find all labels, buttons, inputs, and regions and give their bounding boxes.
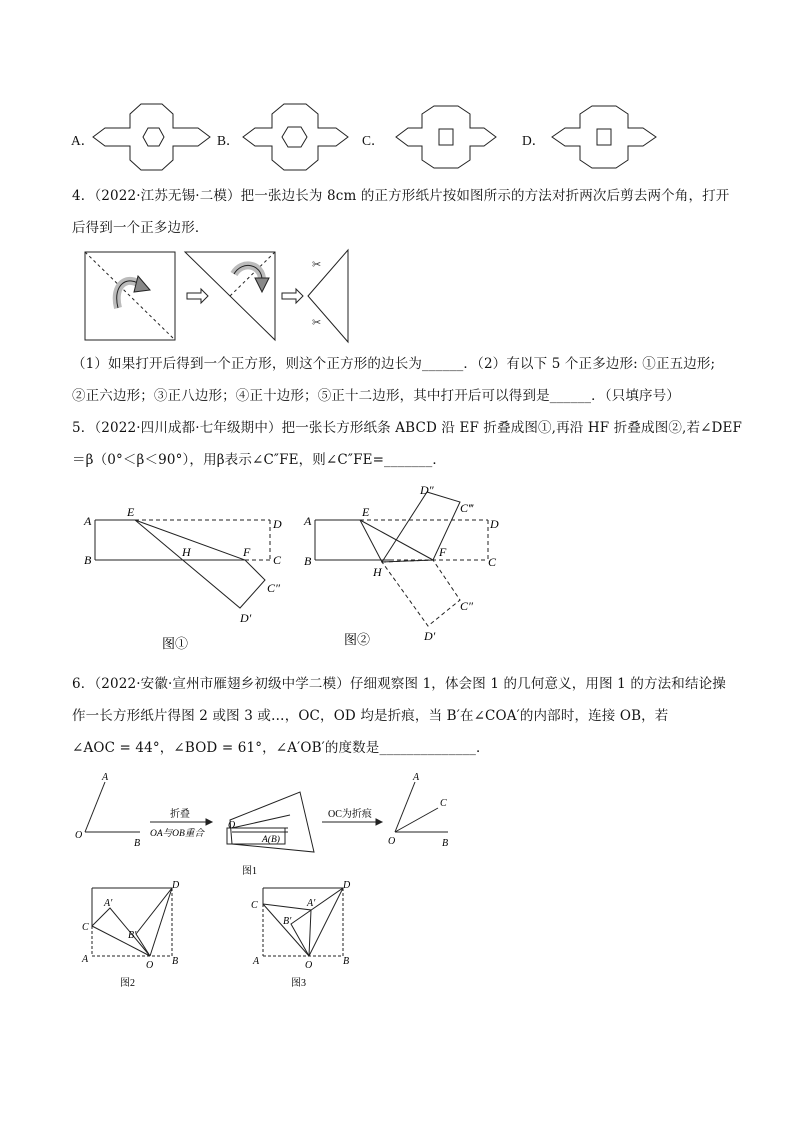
q4-line3: （1）如果打开后得到一个正方形，则这个正方形的边长为______．（2）有以下 5 个正多边形: ①正五边形; [72, 356, 716, 372]
q6-fig1-diagram [70, 770, 470, 880]
q6-fig1-C3: C [440, 798, 447, 809]
q5-fig2-Cppp: C‴ [460, 501, 474, 515]
q5-fig1-E: E [127, 505, 135, 519]
q6-fig3-A1: A′ [307, 898, 316, 909]
q4-right-arrow-2 [282, 289, 303, 303]
option-a-label: A． [71, 133, 95, 148]
q4-line1: 4．（2022·江苏无锡·二模）把一张边长为 8cm 的正方形纸片按如图所示的方法对折两次后剪去两个角，打开 [72, 188, 730, 204]
q6-fig2-O: O [146, 960, 154, 971]
q4-right-arrow-1 [187, 289, 208, 303]
q5-fig1-B: B [84, 553, 92, 567]
q6-fig2-caption: 图2 [120, 978, 135, 989]
q5-fig1-F: F [243, 545, 251, 559]
q5-fig2-F: F [439, 545, 447, 559]
option-b-hexagon [282, 127, 307, 147]
q6-fig3-D: D [343, 880, 351, 891]
q6-fig1-O3: O [388, 836, 396, 847]
q6-figure-2 [74, 876, 194, 992]
q6-fig2-diagram [74, 876, 194, 992]
option-shapes-figure [60, 96, 680, 176]
q5-fig1-H: H [182, 545, 191, 559]
q6-fig1-caption: 图1 [242, 866, 257, 877]
q5-fig1-diagram [80, 500, 300, 660]
q4-scissors-icon-top: ✂ [312, 259, 322, 271]
options-row [60, 96, 680, 176]
q4-folding-diagram [80, 246, 380, 346]
q5-fig2-Dpp: D″ [420, 483, 434, 497]
q6-fig2-B1: B′ [128, 930, 137, 941]
option-c-label: C． [362, 133, 385, 148]
option-c-net [396, 106, 496, 168]
q6-line1: 6．（2022·安徽·宣州市雁翅乡初级中学二模）仔细观察图 1，体会图 1 的几何意义，用图 1 的方法和结论操 [72, 676, 726, 692]
q5-fig2-C: C [488, 555, 497, 569]
q6-fig3-B: B [343, 956, 350, 967]
q6-fig1-B: B [134, 838, 141, 849]
q6-figure-1 [70, 770, 470, 880]
q4-figure [80, 246, 380, 346]
q6-fig1-step1-bottom: OA与OB重合 [150, 829, 204, 839]
q4-line2: 后得到一个正多边形． [72, 220, 209, 236]
option-a-hexagon [143, 128, 164, 146]
q6-fig3-A: A [253, 956, 260, 967]
q6-fig2-A: A [82, 954, 89, 965]
q6-fig1-step2-top: OC为折痕 [328, 809, 372, 820]
q6-fig3-caption: 图3 [291, 978, 306, 989]
q5-fig2-Cpp: C″ [460, 599, 474, 613]
q5-fig2-A: A [304, 514, 312, 528]
q6-fig2-B: B [172, 956, 179, 967]
q6-fig3-diagram [245, 876, 365, 992]
q6-fig3-O: O [305, 960, 313, 971]
q6-fig2-A1: A′ [104, 898, 113, 909]
q6-fig1-AB: A(B) [262, 835, 280, 845]
q5-fig2-diagram [300, 480, 520, 650]
option-a-net [93, 104, 210, 170]
q5-fig1-C: C [273, 553, 282, 567]
q6-fig1-B3: B [442, 838, 449, 849]
q5-figure-1 [80, 500, 300, 660]
option-c-square [439, 129, 453, 145]
q6-fig1-A: A [102, 772, 109, 783]
q5-fig2-D: D [490, 517, 499, 531]
q6-fig3-B1: B′ [283, 916, 292, 927]
q5-fig2-E: E [362, 505, 370, 519]
q5-fig1-Dp: D′ [240, 611, 252, 625]
q5-fig2-B: B [304, 554, 312, 568]
q5-fig1-D: D [273, 517, 282, 531]
q6-figure-3 [245, 876, 365, 992]
q6-fig1-A3: A [413, 772, 420, 783]
option-d-label: D． [522, 133, 546, 148]
q5-fig1-Cp: C″ [267, 581, 281, 595]
option-d-net [552, 106, 656, 168]
q5-line2: ＝β（0°＜β＜90°），用β表示∠C″FE，则∠C″FE=_______． [72, 452, 447, 468]
q6-fig1-step1-top: 折叠 [170, 809, 190, 820]
option-b-net [243, 104, 348, 170]
q4-line4: ②正六边形；③正八边形；④正十边形；⑤正十二边形，其中打开后可以得到是______．（只填序号） [72, 388, 680, 404]
q6-fig1-O: O [75, 830, 83, 841]
q6-fig3-C: C [251, 900, 258, 911]
q6-line2: 作一长方形纸片得图 2 或图 3 或…，OC，OD 均是折痕，当 B′在∠COA′的内部时，连接 OB，若 [72, 708, 669, 724]
q5-fig2-H: H [373, 565, 382, 579]
q6-fig2-D: D [172, 880, 180, 891]
q5-fig1-caption: 图① [162, 636, 189, 651]
q6-fig1-O2: O [228, 820, 236, 831]
option-b-label: B． [217, 133, 240, 148]
q6-fig2-C: C [82, 922, 89, 933]
option-d-square [597, 129, 611, 145]
q5-fig1-A: A [84, 514, 92, 528]
q5-line1: 5．（2022·四川成都·七年级期中）把一张长方形纸条 ABCD 沿 EF 折叠成图①,再沿 HF 折叠成图②,若∠DEF [72, 420, 743, 436]
q5-fig2-Dp: D′ [424, 629, 436, 643]
q5-figure-2 [300, 480, 520, 650]
q4-scissors-icon-bottom: ✂ [312, 317, 322, 329]
q6-line3: ∠AOC = 44°，∠BOD = 61°，∠A′OB′的度数是______________． [72, 740, 490, 756]
q5-fig2-caption: 图② [344, 632, 371, 647]
